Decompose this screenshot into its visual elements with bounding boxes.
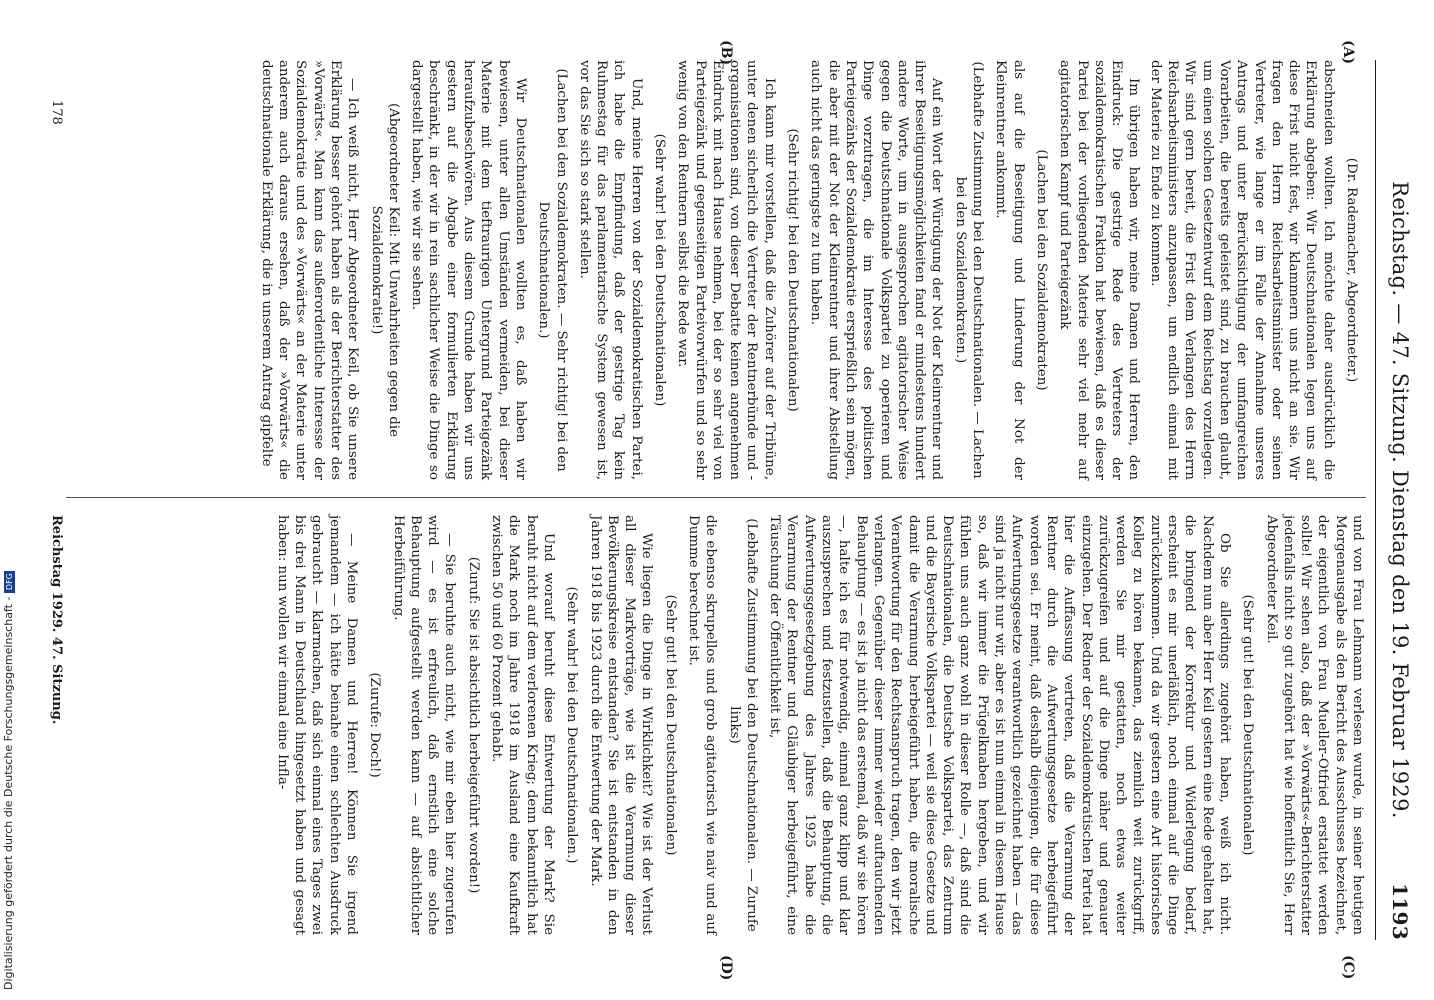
- marker-b: (B): [718, 40, 734, 66]
- left-paragraph: (Lachen bei den Sozialdemokraten): [1033, 149, 1049, 391]
- header-page-number: 1193: [1388, 883, 1412, 940]
- header-rule: [1375, 60, 1376, 940]
- dfg-note-text: [2, 573, 16, 990]
- page-header: [1376, 60, 1416, 940]
- left-paragraph: abschneiden wollten. Ich möchte daher ausdrücklich die Erklärung abgeben: Wir Deutschnationalen legen uns auf diese Frist nicht fest, wir klammern uns nicht an sie. Wir fragen den Herrn Reichsarbeitsminister oder seinen Vertreter, wie lange er im Falle der Annahme unseres Antrags und unter Berücksichtigung der umfangreichen Vorarbeiten, die bereits geleistet sind, zu brauchen glaubt, um einen solchen Gesetzentwurf dem Reichstag vorzulegen. Wir sind gern bereit, die Frist dem Verlangen des Herrn Reichsarbeitsministers anzupassen, um endlich einmal mit der Materie zu Ende zu kommen.: [1147, 60, 1336, 480]
- left-paragraph: Und, meine Herren von der Sozialdemokratischen Partei, ich habe die Empfindung, daß der gestrige Tag kein Ruhmestag für das parlamentarische System gewesen ist, vor das Sie sich so stark stellen.: [576, 60, 644, 480]
- marker-a: (A): [1340, 40, 1356, 65]
- left-paragraph: Im übrigen haben wir, meine Damen und Herren, den Eindruck: Die gestrige Rede des Vertreters der sozialdemokratischen Fraktion hat bewiesen, daß es dieser Partei bei der vorliegenden Materie sehr viel mehr auf agitatorischen Kampf und Parteigezänk: [1057, 60, 1142, 480]
- right-paragraph: (Lebhafte Zustimmung bei den Deutschnationalen. — Zurufe links): [726, 518, 759, 932]
- marker-c: (C): [1340, 955, 1356, 980]
- dfg-logo-icon: DFG: [4, 571, 15, 593]
- footer-folio: 178: [49, 100, 64, 125]
- left-paragraph: Auf ein Wort der Würdigung der Not der Kleinrentner und ihrer Beseitigungsmöglichkeiten fand er mindestens hundert andere Worte, um in ausgesprochen agitatorischer Weise gegen die Deutschnationale Volkspartei zu operieren und Dinge vorzutragen, die im Interesse des politischen Parteigezänks der Sozialdemokratie ersprießlich sein mögen, die aber mit der Not der Kleinrentner und ihrer Abstellung auch nicht das geringste zu tun haben.: [808, 60, 945, 480]
- right-column: [46, 515, 1366, 935]
- right-paragraph: und von Frau Lehmann verlesen wurde, in seiner heutigen Morgenausgabe als den Bericht des Ausschusses bezeichnet, der eigentlich von Frau Mueller-Otfried erstattet werden sollte! Wir sehen also, daß der »Vorwärts«-Berichterstatter jedenfalls nicht so gut zugehört hat wie hoffentlich Sie, Herr Abgeordneter Keil.: [1263, 515, 1365, 935]
- right-paragraph: (Zuruf: Sie ist absichtlich herbeigeführt worden!): [465, 556, 481, 894]
- right-paragraph: — Sie beruhte auch nicht, wie mir eben hier zugerufen wird — es ist erfreulich, daß ernstlich eine solche Behauptung aufgestellt werden kann — auf absichtlicher Herbeiführung.: [390, 515, 458, 935]
- right-paragraph: Wie liegen die Dinge in Wirklichkeit? Wie ist der Verlust all dieser Markvorträge, wie ist die Verarmung dieser Bevölkerungskreise entstanden? Sie ist entstanden in den Jahren 1918 bis 1923 durch die Entwertung der Mark.: [587, 515, 655, 935]
- left-paragraph: Wir Deutschnationalen wollten es, daß haben wir bewiesen, unter allen Umständen vermeiden, bei dieser Materie mit dem tieftraurigen Untergrund Parteigezänk heraufzubeschwören. Aus diesem Grunde haben wir uns gestern auf die Abgabe einer formulierten Erklärung beschränkt, in der wir in rein sachlicher Weise die Dinge so dargestellt haben, wie wir sie sehen.: [409, 60, 528, 480]
- header-title: Reichstag. — 47. Sitzung. Dienstag den 19. Februar 1929.: [1388, 181, 1412, 819]
- left-paragraph: (Abgeordneter Keil: Mit Unwahrheiten gegen die Sozialdemokratie!): [368, 102, 401, 438]
- right-paragraph: — Meine Damen und Herren! Können Sie irgend jemandem — ich hätte beinahe einen schlechten Ausdruck gebraucht — klarmachen, daß sich einmal eines Tages zwei bis drei Mann in Deutschland hingesetzt haben und gesagt haben: nun wollen wir einmal eine Infla-: [274, 515, 359, 935]
- right-paragraph: die ebenso skrupellos und grob agitatorisch wie naiv und auf Dumme berechnet ist.: [686, 515, 719, 935]
- footer-sitting-label: Reichstag 1929. 47. Sitzung.: [49, 515, 64, 725]
- left-paragraph: Ich kann mir vorstellen, daß die Zuhörer auf der Tribüne, unter denen sicherlich die Vertreter der Rentnerbünde und -organisationen sind, von dieser Debatte keinen angenehmen Eindruck mit nach Hause nehmen, bei der so sehr viel von Parteigezänk und gegenseitigen Parteivorwürfen und so sehr wenig von den Rentnern selbst die Rede war.: [675, 60, 777, 480]
- left-paragraph: als auf die Beseitigung und Linderung der Not der Kleinrentner ankommt.: [993, 60, 1026, 480]
- dfg-note-label: Digitalisierung gefördert durch die Deutsche Forschungsgemeinschaft -: [2, 596, 15, 990]
- left-paragraph: (Dr. Rademacher, Abgeordneter.): [1344, 157, 1359, 383]
- left-paragraph: (Sehr wahr! bei den Deutschnationalen): [652, 133, 668, 407]
- right-paragraph: Und worauf beruht diese Entwertung der Mark? Sie beruht nicht auf dem verlorenen Krieg; denn bekanntlich hat die Mark noch im Jahre 1918 im Ausland eine Kaufkraft zwischen 50 und 60 Prozent gehabt.: [489, 515, 556, 935]
- right-paragraph: (Sehr gut! bei den Deutschnationalen): [662, 594, 678, 856]
- left-column: [46, 60, 1366, 480]
- right-paragraph: (Sehr gut! bei den Deutschnationalen): [1240, 594, 1256, 856]
- right-paragraph: (Zurufe: Doch!): [367, 672, 383, 778]
- left-paragraph: (Lachen bei den Sozialdemokraten. — Sehr richtig! bei den Deutschnationalen.): [536, 68, 569, 472]
- column-divider: [66, 497, 1366, 498]
- right-paragraph: (Sehr wahr! bei den Deutschnationalen.): [564, 586, 580, 864]
- marker-d: (D): [718, 955, 734, 981]
- left-paragraph: (Lebhafte Zustimmung bei den Deutschnationalen. — Lachen bei den Sozialdemokraten.): [952, 61, 986, 479]
- left-paragraph: (Sehr richtig! bei den Deutschnationalen): [785, 128, 801, 412]
- right-paragraph: Ob Sie allerdings zugehört haben, weiß ich nicht. Nachdem nun aber Herr Keil gestern eine Rede gehalten hat, die bringend der Korrektur und Widerlegung bedarf, erscheint es mir unerläßlich, noch einmal auf die Dinge zurückzukommen. Und da wir gestern eine Art historisches Kolleg zu hören bekamen, das ziemlich weit zurückgriff, werden Sie mir gestatten, noch etwas weiter zurückzugreifen und auf die Dinge näher und genauer einzugehen. Der Redner der Sozialdemokratischen Partei hat hier die Auffassung vertreten, daß die Verarmung der Rentner durch die Aufwertungsgesetze herbeigeführt worden sei. Er meint, daß deshalb diejenigen, die für diese Aufwertungsgesetze verantwortlich gezeichnet haben — das sind ja nicht nur wir, aber es ist nun einmal in diesem Hause so, daß wir immer die Prügelknaben hergeben, und wir fühlen uns auch ganz wohl in dieser Rolle —, daß sind die Deutschnationalen, die Deutsche Volkspartei, das Zentrum und die Bayerische Volkspartei — weil sie diese Gesetze und damit die Verarmung herbeigeführt haben, die moralische Verantwortung für den Rechtsanspruch tragen, den wir jetzt verlangen. Gegenüber dieser immer wieder auftauchenden Behauptung — es ist ja nicht das erstemal, daß wir sie hören —, halte ich es für notwendig, einmal ganz klipp und klar auszusprechen und festzustellen, daß die Behauptung, die Aufwertungsgesetzgebung des Jahres 1925 habe die Verarmung der Rentner und Gläubiger herbeigeführt, eine Täuschung der Öffentlichkeit ist,: [767, 515, 1232, 935]
- left-paragraph: — Ich weiß nicht, Herr Abgeordneter Keil, ob Sie unsere Erklärung besser gehört haben als der Berichterstatter des »Vorwärts«. Man kann das außerordentliche Interesse der Sozialdemokratie und des »Vorwärts« an der Materie unter anderem auch daraus ersehen, daß der »Vorwärts« die deutschnationale Erklärung, die in unserem Antrag gipfelte: [258, 60, 361, 480]
- dfg-side-note: [2, 573, 16, 990]
